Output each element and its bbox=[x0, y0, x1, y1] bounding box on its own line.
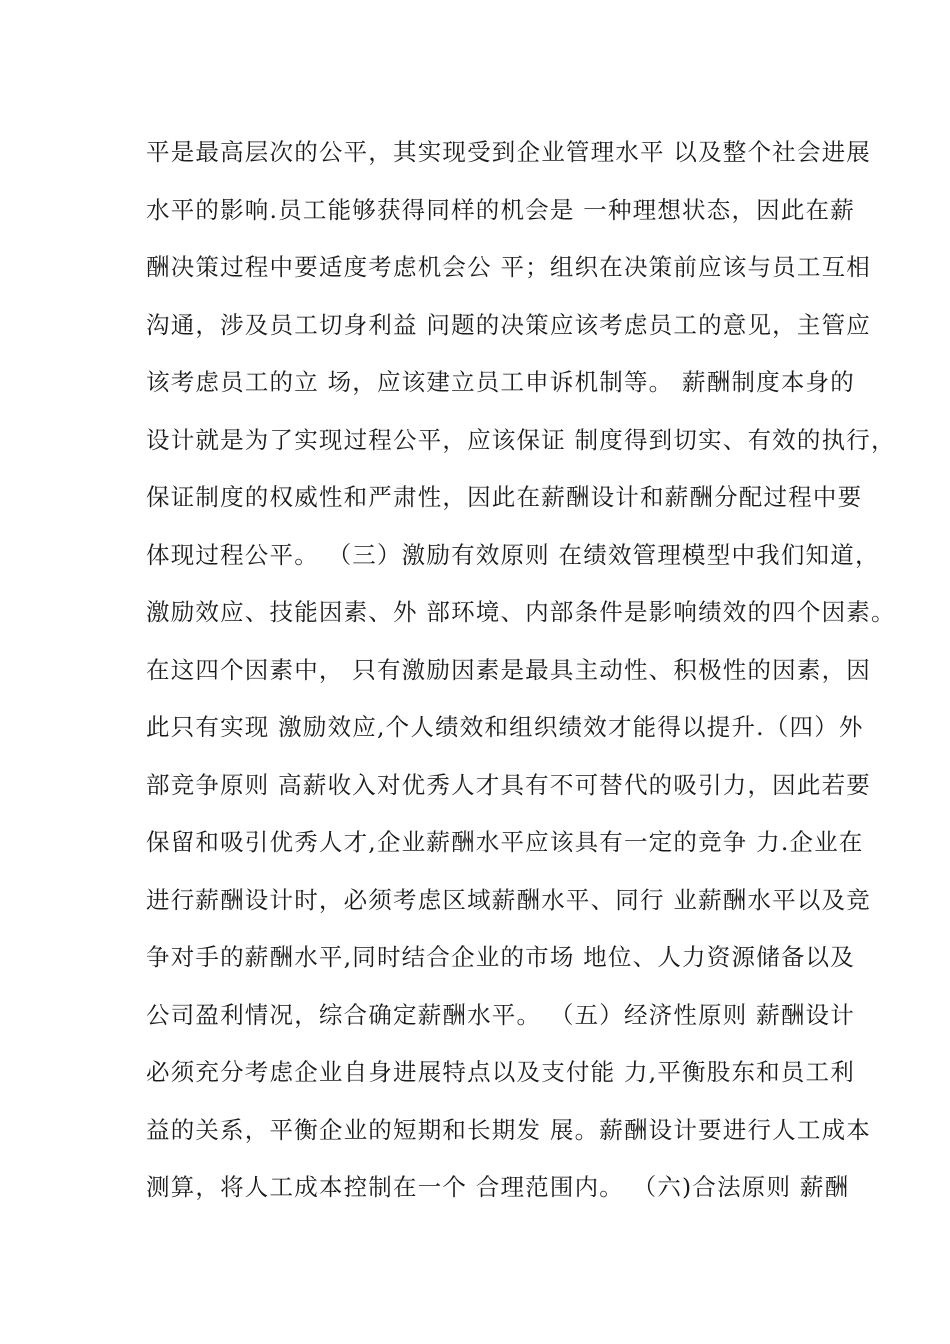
text-line: 激励效应、技能因素、外 部环境、内部条件是影响绩效的四个因素。 bbox=[146, 598, 896, 626]
body-paragraph bbox=[146, 131, 896, 1224]
text-line: 保留和吸引优秀人才,企业薪酬水平应该具有一定的竞争 力.企业在 bbox=[146, 828, 864, 856]
text-line: 沟通，涉及员工切身利益 问题的决策应该考虑员工的意见，主管应 bbox=[146, 310, 871, 339]
text-line: 在这四个因素中， 只有激励因素是最具主动性、积极性的因素，因 bbox=[146, 655, 871, 684]
text-line: 保证制度的权威性和严肃性，因此在薪酬设计和薪酬分配过程中要 bbox=[146, 483, 863, 511]
text-line: 设计就是为了实现过程公平，应该保证 制度得到切实、有效的执行， bbox=[146, 425, 896, 454]
text-line: 部竞争原则 高薪收入对优秀人才具有不可替代的吸引力，因此若要 bbox=[146, 770, 871, 799]
text-line: 益的关系，平衡企业的短期和长期发 展。薪酬设计要进行人工成本 bbox=[146, 1115, 871, 1144]
text-line: 平是最高层次的公平，其实现受到企业管理水平 以及整个社会进展 bbox=[146, 138, 871, 166]
text-line: 测算，将人工成本控制在一个 合理范围内。 （六)合法原则 薪酬 bbox=[146, 1173, 850, 1201]
text-line: 进行薪酬设计时，必须考虑区域薪酬水平、同行 业薪酬水平以及竞 bbox=[146, 885, 871, 914]
text-line: 必须充分考虑企业自身进展特点以及支付能 力,平衡股东和员工利 bbox=[146, 1058, 855, 1086]
text-line: 争对手的薪酬水平,同时结合企业的市场 地位、人力资源储备以及 bbox=[146, 943, 855, 971]
text-line: 体现过程公平。 （三）激励有效原则 在绩效管理模型中我们知道， bbox=[146, 540, 880, 569]
text-line: 该考虑员工的立 场，应该建立员工申诉机制等。 薪酬制度本身的 bbox=[146, 368, 855, 396]
text-line: 公司盈利情况，综合确定薪酬水平。 （五）经济性原则 薪酬设计 bbox=[146, 1000, 855, 1029]
text-line: 酬决策过程中要适度考虑机会公 平；组织在决策前应该与员工互相 bbox=[146, 253, 871, 281]
text-line: 此只有实现 激励效应,个人绩效和组织绩效才能得以提升.（四）外 bbox=[146, 713, 864, 741]
text-line: 水平的影响.员工能够获得同样的机会是 一种理想状态，因此在薪 bbox=[146, 195, 855, 224]
